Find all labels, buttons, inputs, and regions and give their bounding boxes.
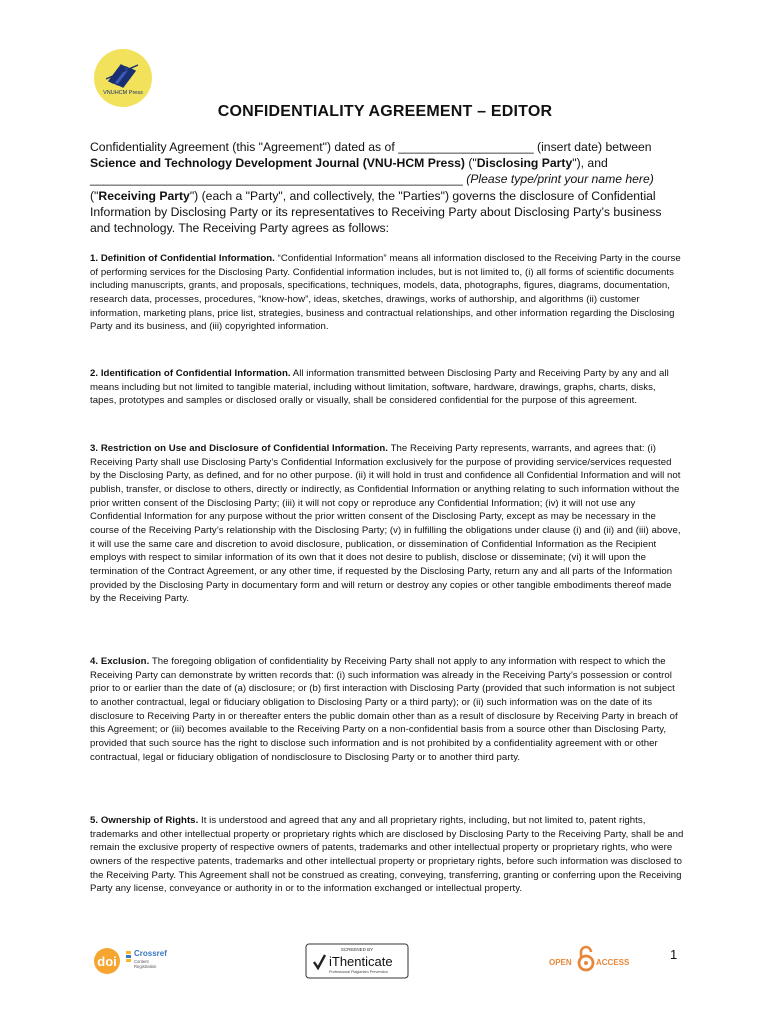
section-identification [90, 367, 684, 408]
vnuhcm-press-logo [92, 47, 154, 109]
section-exclusion [90, 655, 684, 764]
svg-text:Crossref: Crossref [134, 949, 167, 958]
section-restriction [90, 442, 684, 606]
section-heading: 2. Identification of Confidential Information. [90, 368, 291, 379]
section-body: It is understood and agreed that any and all proprietary rights, including, but not limited to, patent rights, trademarks and other intellectual property or proprietary rights which are disclosed by Disclosing Party to the Receiving Party, shall be and remain the exclusive property of respective owners of patents, trademarks and other intellectual property or proprietary rights, who were owners of the respective patents, trademarks and other intellectual property or proprietary rights, before such information was disclosed to the Receiving Party. This Agreement shall not be construed as creating, conveying, transferring, granting or conferring upon the Receiving Party any license, conveyance or authority in or to the information exchanged or intellectual property. [90, 815, 684, 895]
svg-text:OPEN: OPEN [549, 958, 572, 967]
section-heading: 3. Restriction on Use and Disclosure of Confidential Information. [90, 443, 389, 454]
svg-text:Registration: Registration [134, 964, 157, 969]
section-body: The Receiving Party represents, warrants, and agrees that: (i) Receiving Party shall use Disclosing Party’s Confidential Information exclusively for the purpose of providing service/services requested by the Disclosing Party, as defined, and for no other purpose. (ii) it will hold in trust and confidence all Confidential Information and will not publish, transfer, or disclose to others, directly or indirectly, as Confidential Information or anything relating to such information without the prior written consent of the Disclosing Party; (iii) it will not copy or reproduce any Confidential Information; (iv) it will not use any Confidential Information for any purpose without the prior written consent of the Disclosing Party, except as may be necessary in the course of the Receiving Party’s relationship with the Disclosing Party; (v) in fulfilling the obligations under clause (i) and (ii) and (iii) above, it will use the same care and discretion to avoid disclosure, publication, or dissemination of Confidential Information as the Recipient employs with respect to similar information of its own that it does not desire to publish, disclose or disseminate; (vi) it will upon the termination of the Contract Agreement, or any other time, if requested by the Disclosing Party, return any and all parts of the Information provided by the Disclosing Party in documentary form and will return or destroy any copies or other tangible embodiments thereof made by the Receiving Party. [90, 443, 681, 605]
section-heading: 4. Exclusion. [90, 656, 150, 667]
svg-text:doi: doi [97, 954, 117, 969]
section-heading: 1. Definition of Confidential Information. [90, 253, 275, 264]
section-body: “Confidential Information” means all information disclosed to the Receiving Party in the course of performing services for the Disclosing Party. Confidential information includes, but is not limited to, (i) all forms of scientific documents including manuscripts, grants, and proposals, specifications, techniques, models, data, photographs, figures, diagrams, documentation, research data, processes, procedures, “know-how”, ideas, sketches, drawings, works of authorship, and algorithms (ii) customer information, marketing plans, price list, strategies, business and contractual relationships, and other information regarding the Disclosing Party and its business, and (iii) copyrighted information. [90, 253, 681, 333]
svg-text:ACCESS: ACCESS [596, 958, 630, 967]
svg-text:Content: Content [134, 959, 149, 964]
intro-paragraph: Confidentiality Agreement (this "Agreement") dated as of ____________________ (insert date) between Science and Technology Development Journal (VNU-HCM Press) ("Disclosing Party"), and _______________________________________________________ (Please type/print your name here) ("Receiving Party") (each a "Party", and collectively, the "Parties") governs the disclosure of Confidential Information by Disclosing Party or its representatives to Receiving Party about Disclosing Party’s business and technology. The Receiving Party agrees as follows: [90, 140, 662, 236]
section-ownership [90, 814, 684, 896]
section-body: All information transmitted between Disclosing Party and Receiving Party by any and all means including but not limited to tangible material, including without limitation, software, hardware, drawings, graphs, charts, disks, tapes, prototypes and samples or disclosed orally or visually, shall be considered confidential for the purpose of this agreement. [90, 368, 669, 407]
section-definition [90, 252, 684, 334]
document-title: CONFIDENTIALITY AGREEMENT – EDITOR [217, 103, 553, 120]
doi-crossref-logo [92, 944, 182, 976]
svg-text:SCREENED BY: SCREENED BY [340, 947, 374, 952]
svg-text:VNUHCM Press: VNUHCM Press [103, 90, 143, 96]
ithenticate-badge [305, 943, 409, 979]
page-number: 1 [670, 947, 678, 962]
open-access-logo [548, 944, 632, 976]
svg-text:iThenticate: iThenticate [329, 954, 393, 969]
section-body: The foregoing obligation of confidentiality by Receiving Party shall not apply to any information with respect to which the Receiving Party can demonstrate by written records that: (i) such information was already in the Receiving Party’s possession or control prior to or earlier than the date of (a) disclosure; or (b) first interaction with Disclosing Party (provided that such information is not subject to another contractual, legal or fiduciary obligation to Disclosing Party or a third party); or (ii) such information was on the date of its disclosure to Receiving Party in or thereafter enters the public domain other than as a result of disclosure by Receiving Party in breach of this Agreement; or (iii) becomes available to the Receiving Party on a non-confidential basis from a source other than Disclosing Party, provided that such source has the right to disclose such information and is not prohibited by a confidentiality agreement with or other contractual, legal or fiduciary obligation of nondisclosure to Disclosing Party or to another third party. [90, 656, 678, 763]
section-heading: 5. Ownership of Rights. [90, 815, 199, 826]
svg-text:Professional Plagiarism Preven: Professional Plagiarism Prevention [329, 970, 388, 974]
